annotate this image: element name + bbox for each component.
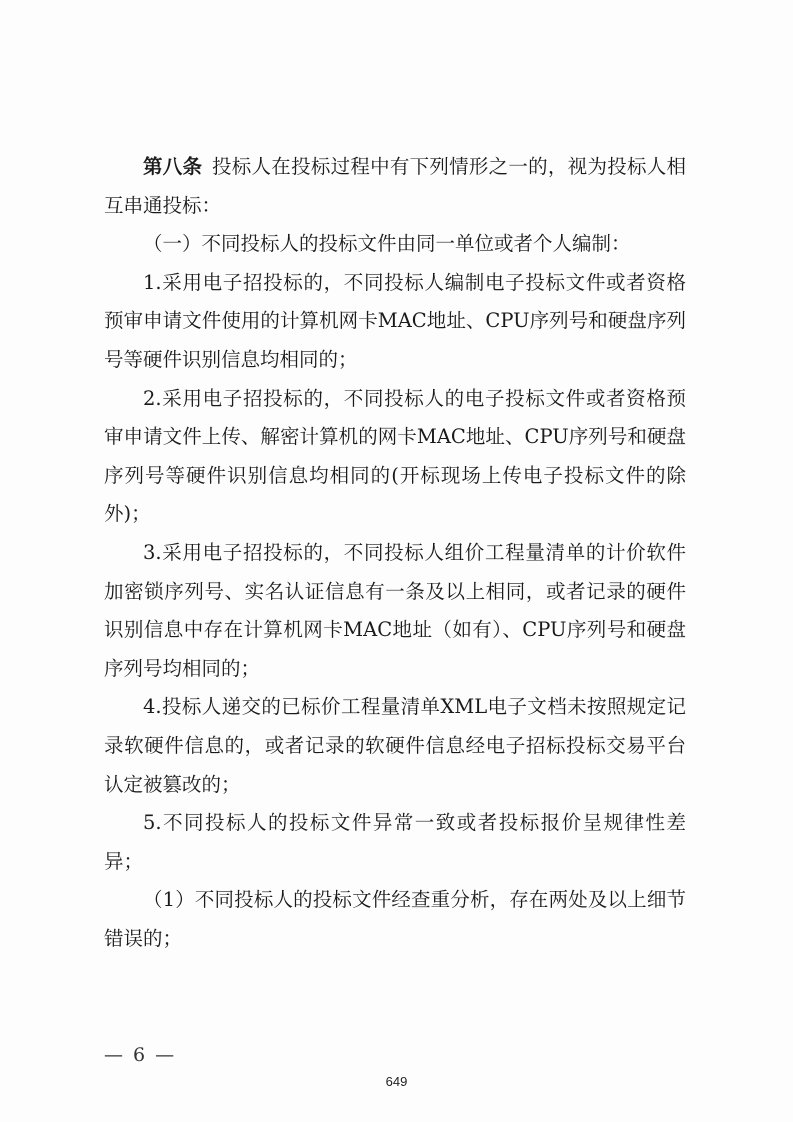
clause-item-4: 4.投标人递交的已标价工程量清单XML电子文档未按照规定记录软硬件信息的，或者记录的软硬件信息经电子招标投标交易平台认定被篡改的； <box>104 695 686 796</box>
clause-item-5: 5.不同投标人的投标文件异常一致或者投标报价呈规律性差异； <box>104 811 686 873</box>
sub-clause-1: （1）不同投标人的投标文件经查重分析，存在两处及以上细节错误的； <box>104 888 686 950</box>
clause-item-1: 1.采用电子招投标的，不同投标人编制电子投标文件或者资格预审申请文件使用的计算机网卡MAC地址、CPU序列号和硬盘序列号等硬件识别信息均相同的； <box>104 270 686 371</box>
clause-item-3: 3.采用电子招投标的，不同投标人组价工程量清单的计价软件加密锁序列号、实名认证信息有一条及以上相同，或者记录的硬件识别信息中存在计算机网卡MAC地址（如有）、CPU序列号和硬盘序列号均相同的； <box>104 540 686 680</box>
page-number: — 6 — <box>104 1044 177 1066</box>
clause-heading: （一）不同投标人的投标文件由同一单位或者个人编制： <box>143 232 631 256</box>
article-paragraph <box>104 148 686 225</box>
clause-item-2: 2.采用电子招投标的，不同投标人的电子投标文件或者资格预审申请文件上传、解密计算机的网卡MAC地址、CPU序列号和硬盘序列号等硬件识别信息均相同的(开标现场上传电子投标文件的除外)； <box>104 386 686 526</box>
article-number: 第八条 <box>143 155 203 178</box>
article-intro: 投标人在投标过程中有下列情形之一的，视为投标人相互串通投标： <box>104 155 686 217</box>
document-body <box>104 148 686 958</box>
archive-page-number: 649 <box>385 1074 408 1089</box>
